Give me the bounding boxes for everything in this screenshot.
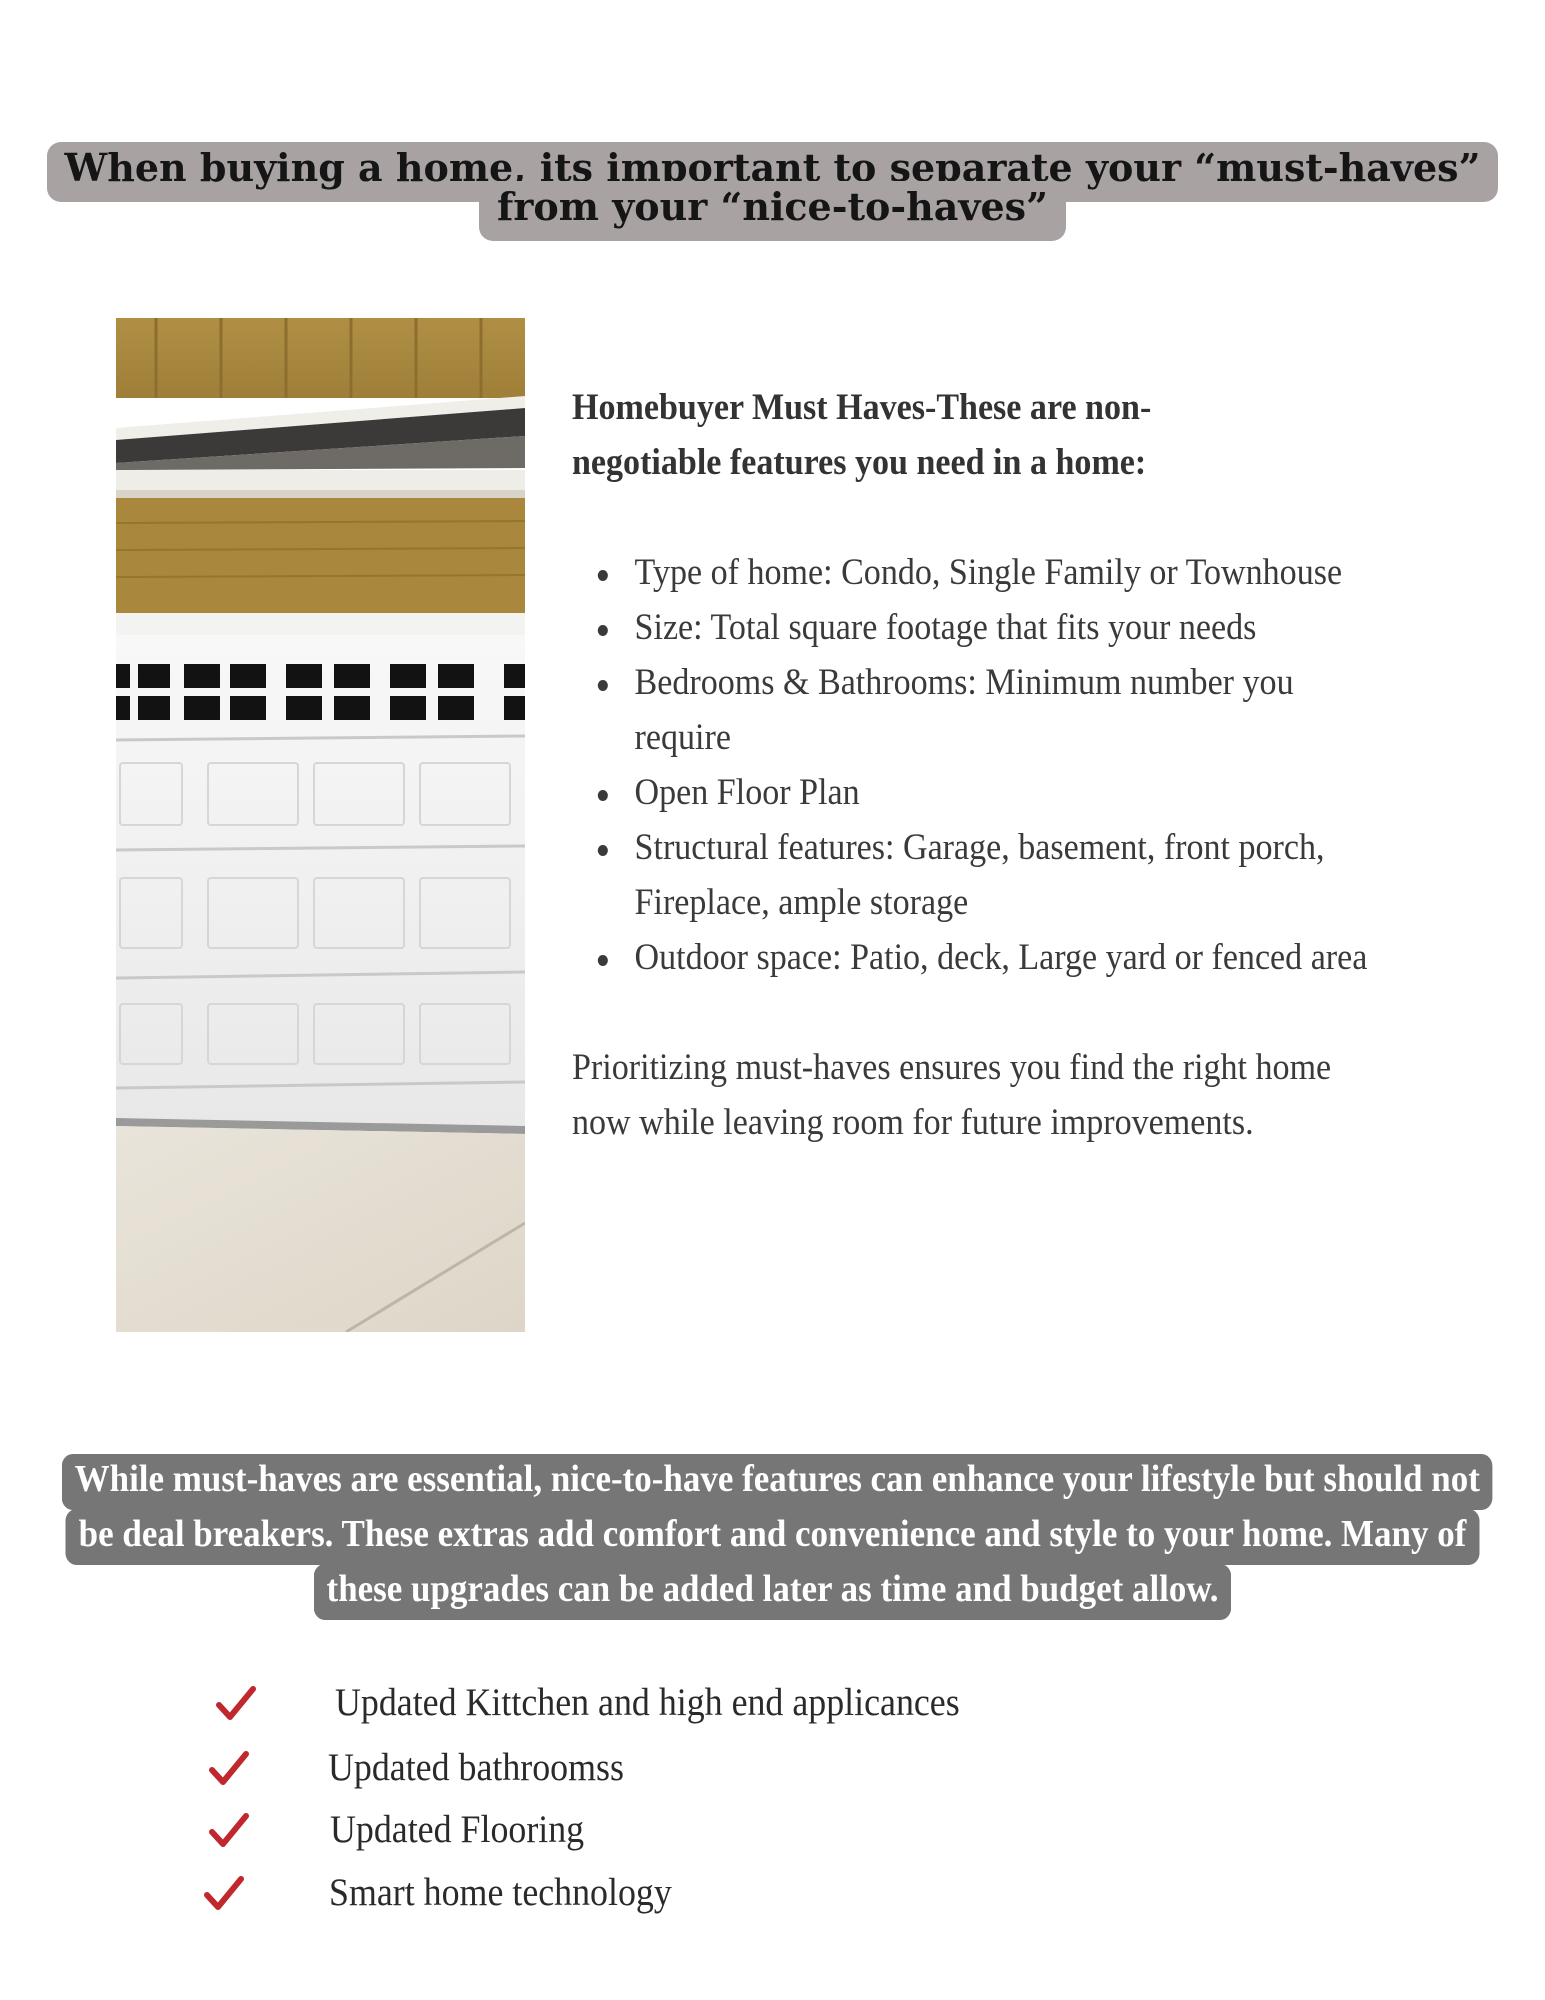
must-haves-heading: Homebuyer Must Haves-These are non-negotiable features you need in a home: bbox=[572, 387, 1152, 483]
headline-text: When buying a home, its important to separate your “must-haves” from your “nice-to-haves” bbox=[47, 142, 1499, 241]
list-item-text: Type of home: Condo, Single Family or Townhouse bbox=[634, 552, 1343, 593]
checkmark-icon bbox=[215, 1683, 257, 1725]
must-haves-list bbox=[572, 545, 1382, 985]
checkmark-icon bbox=[208, 1810, 250, 1852]
list-item bbox=[572, 820, 1382, 930]
must-haves-summary: Prioritizing must-haves ensures you find the right home now while leaving room for future improvements. bbox=[572, 1047, 1332, 1143]
list-item-text: Outdoor space: Patio, deck, Large yard or fenced area bbox=[634, 937, 1368, 978]
list-item-text: Structural features: Garage, basement, front porch, Fireplace, ample storage bbox=[634, 827, 1325, 923]
nice-to-have-label: Updated bathroomss bbox=[328, 1746, 624, 1789]
checkmark-icon bbox=[203, 1873, 245, 1915]
nice-to-haves-intro: While must-haves are essential, nice-to-have features can enhance your lifestyle but should not be deal breakers. These extras add comfort and convenience and style to your home. Many of these upgrades can be added later as time and budget allow. bbox=[62, 1454, 1493, 1620]
list-item-text: Bedrooms & Bathrooms: Minimum number you require bbox=[634, 662, 1294, 758]
bullet-icon bbox=[598, 790, 608, 801]
list-item-text: Open Floor Plan bbox=[634, 772, 860, 813]
bullet-icon bbox=[598, 625, 608, 636]
list-item bbox=[572, 545, 1382, 600]
list-item-text: Size: Total square footage that fits your needs bbox=[634, 607, 1257, 648]
list-item bbox=[572, 600, 1382, 655]
nice-to-have-label: Smart home technology bbox=[329, 1871, 672, 1914]
nice-to-haves-banner bbox=[62, 1452, 1483, 1617]
list-item bbox=[572, 765, 1382, 820]
bullet-icon bbox=[598, 955, 608, 966]
nice-to-have-label: Updated Kittchen and high end applicances bbox=[335, 1681, 960, 1724]
page-headline bbox=[0, 145, 1545, 229]
list-item bbox=[572, 655, 1382, 765]
bullet-icon bbox=[598, 570, 608, 581]
bullet-icon bbox=[598, 845, 608, 856]
must-haves-section bbox=[572, 380, 1382, 1150]
garage-door-photo bbox=[116, 318, 525, 1332]
bullet-icon bbox=[598, 680, 608, 691]
nice-to-have-label: Updated Flooring bbox=[330, 1808, 585, 1851]
checkmark-icon bbox=[208, 1748, 250, 1790]
list-item bbox=[572, 930, 1382, 985]
